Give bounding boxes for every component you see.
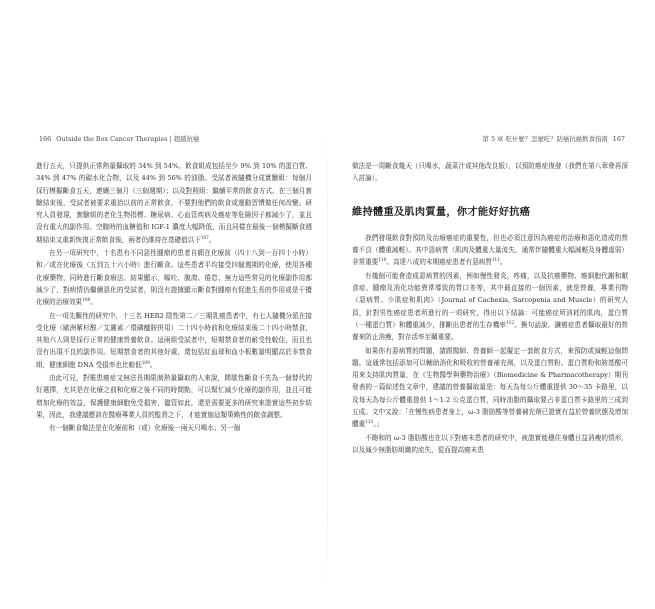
left-page-number: 166 [39,135,52,143]
left-paragraph: 進行五天，只提供正常熱量攝取的 34% 到 54%。飲食組成包括至少 9% 到 10% 的蛋白質、34% 到 47% 的碳水化合物，以及 44% 到 56% 的油脂。受試者被隨機分成實驗組：每個月採行模擬斷食五天，連續三個月（三個週期）；以及對照組：繼續平常的飲食方式。在三個月實驗結束後，受試者被要求重拾以前的正常飲食，不要對他們的飲食或運動習慣做任何改變。研究人員發現，實驗組的老化生物指標、糖尿病、心血管疾病及癌症等危險因子都減少了，並且沒有重大的副作用。空腹時的血糖值和 IGF-1 濃度大幅降低，而且同樣在最後一個模擬斷食週期結束又重新恢復正常飲食後，兩者仍維持在基礎值以下$^{107}$。 [36,162,312,244]
chapter-label: 第 5 章 [482,135,504,143]
right-paragraph: 我們發現飲食對預防及治療癌症的重要性，但也必須注意因為癌症的治療和惡化造成的營養不良（體重減輕）。其中惡病質（肌肉及體重大量流失，通常伴隨體重大幅減輕及身體虛弱）非常重要$^{110}$。高達八成的末期癌症患者有惡病質$^{111}$。 [352,233,628,267]
left-paragraph: 由此可見，對罹患癌症又無法長期限制熱量攝取的人來說，間歇性斷食不失為一個替代的好選擇，尤其是在化療之前和化療之後不同的時間點，可以幫忙減少化療的副作用，並且可能增加化療的效益，保護健康細胞免受損害，儘管如此，還是需要更多的研究來證實這些初步結果，因此，我建議應該在醫療專業人員的監督之下，才能實施這類策略性的飲食調整。 [36,374,312,419]
left-paragraph: 在另一項研究中，十名患有不同惡性腫瘤的患者自願在化療前（四十八到一百四十小時）和／或在化療後（五到五十六小時）進行斷食。這些患者平均接受四個週期的化療，使用各種化療藥物，同時進行斷食療法。結果顯示，嘔吐、腹瀉、倦怠、無力這些常見的化療副作用都減少了，對病情仍繼續惡化的受試者，則沒有證據顯示斷食對腫瘤有促進生長的作用或是干擾化療的治療效果$^{108}$。 [36,249,312,307]
right-paragraph: 有幾個可能會造成惡病質的因素，例如慢性發炎，疼痛，以及抗癌藥物、癌細胞代謝和厭食症、腫瘤及消化功能異常導致的胃口差等，其中最直接的一個因素，就是營養，專業刊物《惡病質、少肌症和肌肉》（Journal of Cachexia, Sarcopenia and Muscle）的研究人員，針對男性癌症患者所進行的一項研究，得出以下結論：可能癌症所消耗的肌肉，蛋白質（一種蛋白質）和體重減少，推斷出患者的生存機率$^{112}$。換句話說，讓癌症患者攝取最好的營養來防止消瘦，對存活率至關重要。 [352,271,629,342]
footnote-ref: 108 [82,297,91,303]
footnote-ref: 112 [506,319,515,325]
right-page-header [352,134,628,146]
right-paragraph: 做法是一周斷食幾天（只喝水，蔬菜汁或其他改良版），以預防癌症復發（我們在第八章會再深入討論）。 [352,162,628,183]
footnote-ref: 113 [365,419,374,425]
right-paragraph: 不飽和的 ω-3 脂肪酸也在以下對癌末患者的研究中，被證實能穩住身體日益消瘦的情形，以及減少無脂肪組織的流失，從而提高癌末患 [352,433,628,454]
right-page-number: 167 [612,135,625,143]
left-paragraph: 有一個斷食做法是在化療前和（或）化療後一兩天只喝水；另一個 [49,424,241,433]
chapter-title: 吃什麼？怎麼吃？防癌抗癌飲食指南 [505,135,608,143]
book-title-zh: 超越抗癌 [173,135,200,143]
left-page [36,134,312,594]
right-page-body [352,160,628,456]
right-paragraph: 如果你有惡病質的問題，請跟醫師、營養師一起擬定一套飲食方式，來預防或減輕這個問題。這通常包括添加可以輔助消化和吸收的營養補充劑，以及蛋白質粉。蛋白質粉和胺基酸可用來支持肌肉質量，在《生物醫學與藥物治療》（Biomedicine & Pharmacotherapy）期刊發表的一篇綜述性文章中，建議的營養攝取量是：每天為每公斤體重提供 30～35 卡路里，以及每天為每公斤體重提供 1～1.2 公克蛋白質，同時油脂的攝取要占非蛋白質卡路里的三成到五成。文中又說：「在慢性病患者身上，ω-3 脂肪酸等營養補充劑已證實有益於營養狀態及增加體重$^{113}$。」 [352,346,628,429]
left-paragraph: 在一項先驅性的研究中，十三名 HER2 陰性第二／三期乳癌患者中，有七人隨機分派在接受化療（歐洲紫杉醇／艾黴素／環磷醯胺併用）二十四小時前和化療結束後二十四小時禁食，其他六人則是採行正常的健康營養飲食。這兩組受試者中，短期禁食者的耐受性較佳，而且也沒有出現不良的副作用。短期禁食者的其他好處，還包括紅血球和血小板數量明顯高於非禁食組，健康細胞 DNA 受損率也比較低$^{109}$。 [36,311,312,369]
left-page-body [36,160,312,435]
section-title: 維持體重及肌肉質量，你才能好好抗癌 [352,206,531,218]
left-page-header: 166 Outside the Box Cancer Therapies | 超越抗癌 [39,135,200,143]
footnote-ref: 109 [141,359,150,365]
footnote-ref: 107 [200,234,209,240]
right-paragraphs-before [352,160,628,185]
footnote-ref: 110 [378,257,387,263]
footnote-ref: 111 [491,257,500,263]
page-gutter [327,120,328,600]
right-page [352,134,628,594]
book-title-en: Outside the Box Cancer Therapies [56,135,168,143]
right-paragraphs-after [352,232,628,456]
